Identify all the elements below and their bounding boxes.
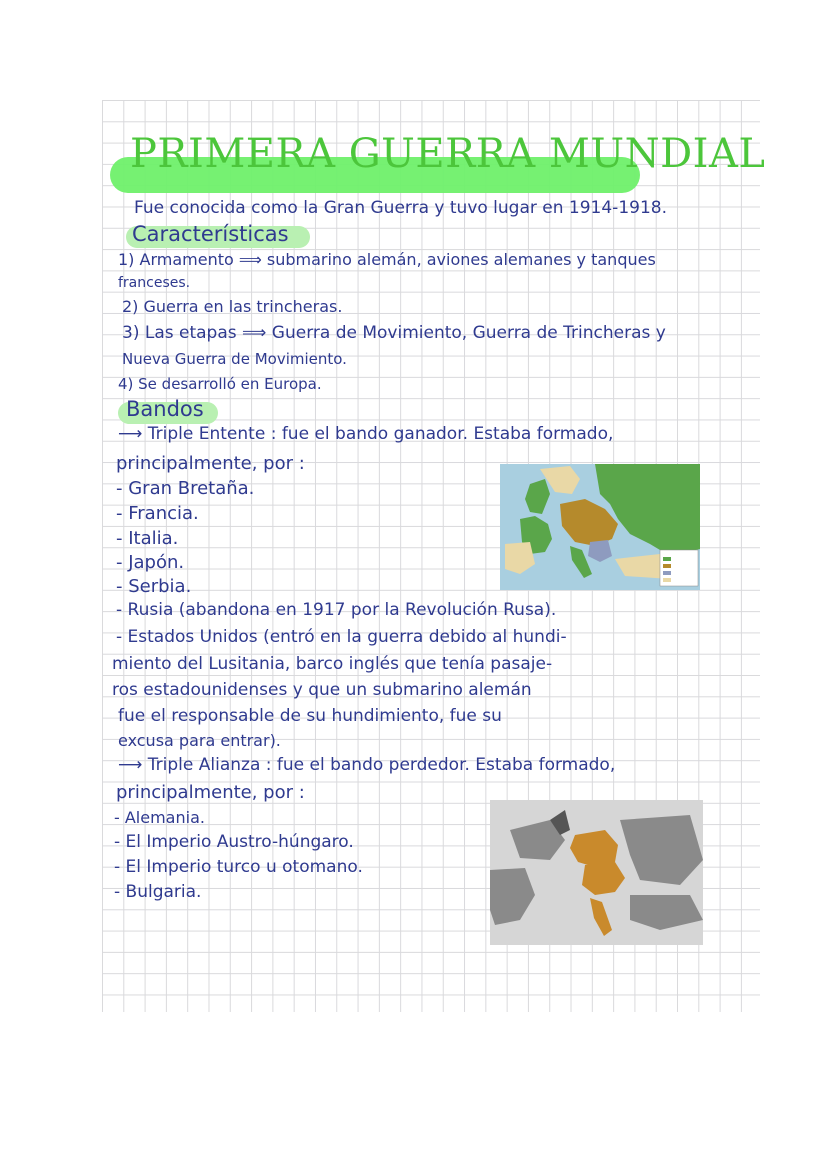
entente-intro-2: principalmente, por : (116, 453, 305, 474)
heading-caracteristicas: Características (132, 222, 289, 246)
alianza-member: - El Imperio turco u otomano. (114, 857, 363, 877)
caracteristica-line-1: 1) Armamento ⟹ submarino alemán, aviones alemanes y tanques (118, 250, 656, 269)
caracteristica-line-5: Nueva Guerra de Movimiento. (122, 350, 347, 368)
page-title: PRIMERA GUERRA MUNDIAL (130, 131, 766, 177)
map-alianza-image (490, 800, 703, 945)
caracteristica-line-4: 3) Las etapas ⟹ Guerra de Movimiento, Guerra de Trincheras y (122, 323, 666, 343)
entente-member: fue el responsable de su hundimiento, fue su (118, 706, 502, 726)
europe-map-entente (500, 464, 700, 590)
entente-member: - Japón. (116, 552, 185, 573)
alianza-member: - Bulgaria. (114, 882, 202, 902)
alianza-intro-1: ⟶ Triple Alianza : fue el bando perdedor. Estaba formado, (118, 755, 616, 775)
entente-member: excusa para entrar). (118, 731, 281, 750)
entente-member: - Gran Bretaña. (116, 478, 255, 499)
entente-member: - Rusia (abandona en 1917 por la Revolución Rusa). (116, 600, 557, 620)
map-entente-image (500, 464, 700, 590)
europe-map-alianza (490, 800, 703, 945)
caracteristica-line-6: 4) Se desarrolló en Europa. (118, 375, 322, 393)
entente-intro-1: ⟶ Triple Entente : fue el bando ganador. Estaba formado, (118, 424, 614, 444)
heading-bandos: Bandos (126, 397, 204, 421)
intro-text: Fue conocida como la Gran Guerra y tuvo lugar en 1914-1918. (134, 198, 667, 218)
entente-member: - Francia. (116, 503, 199, 524)
alianza-intro-2: principalmente, por : (116, 782, 305, 803)
entente-member: - Estados Unidos (entró en la guerra debido al hundi- (116, 627, 567, 647)
entente-member: - Italia. (116, 528, 179, 549)
caracteristica-line-2: franceses. (118, 275, 191, 291)
alianza-member: - Alemania. (114, 808, 205, 827)
entente-member: ros estadounidenses y que un submarino alemán (112, 680, 532, 700)
caracteristica-line-3: 2) Guerra en las trincheras. (122, 297, 343, 316)
entente-member: miento del Lusitania, barco inglés que tenía pasaje- (112, 654, 553, 674)
alianza-member: - El Imperio Austro-húngaro. (114, 832, 354, 852)
entente-member: - Serbia. (116, 576, 192, 597)
